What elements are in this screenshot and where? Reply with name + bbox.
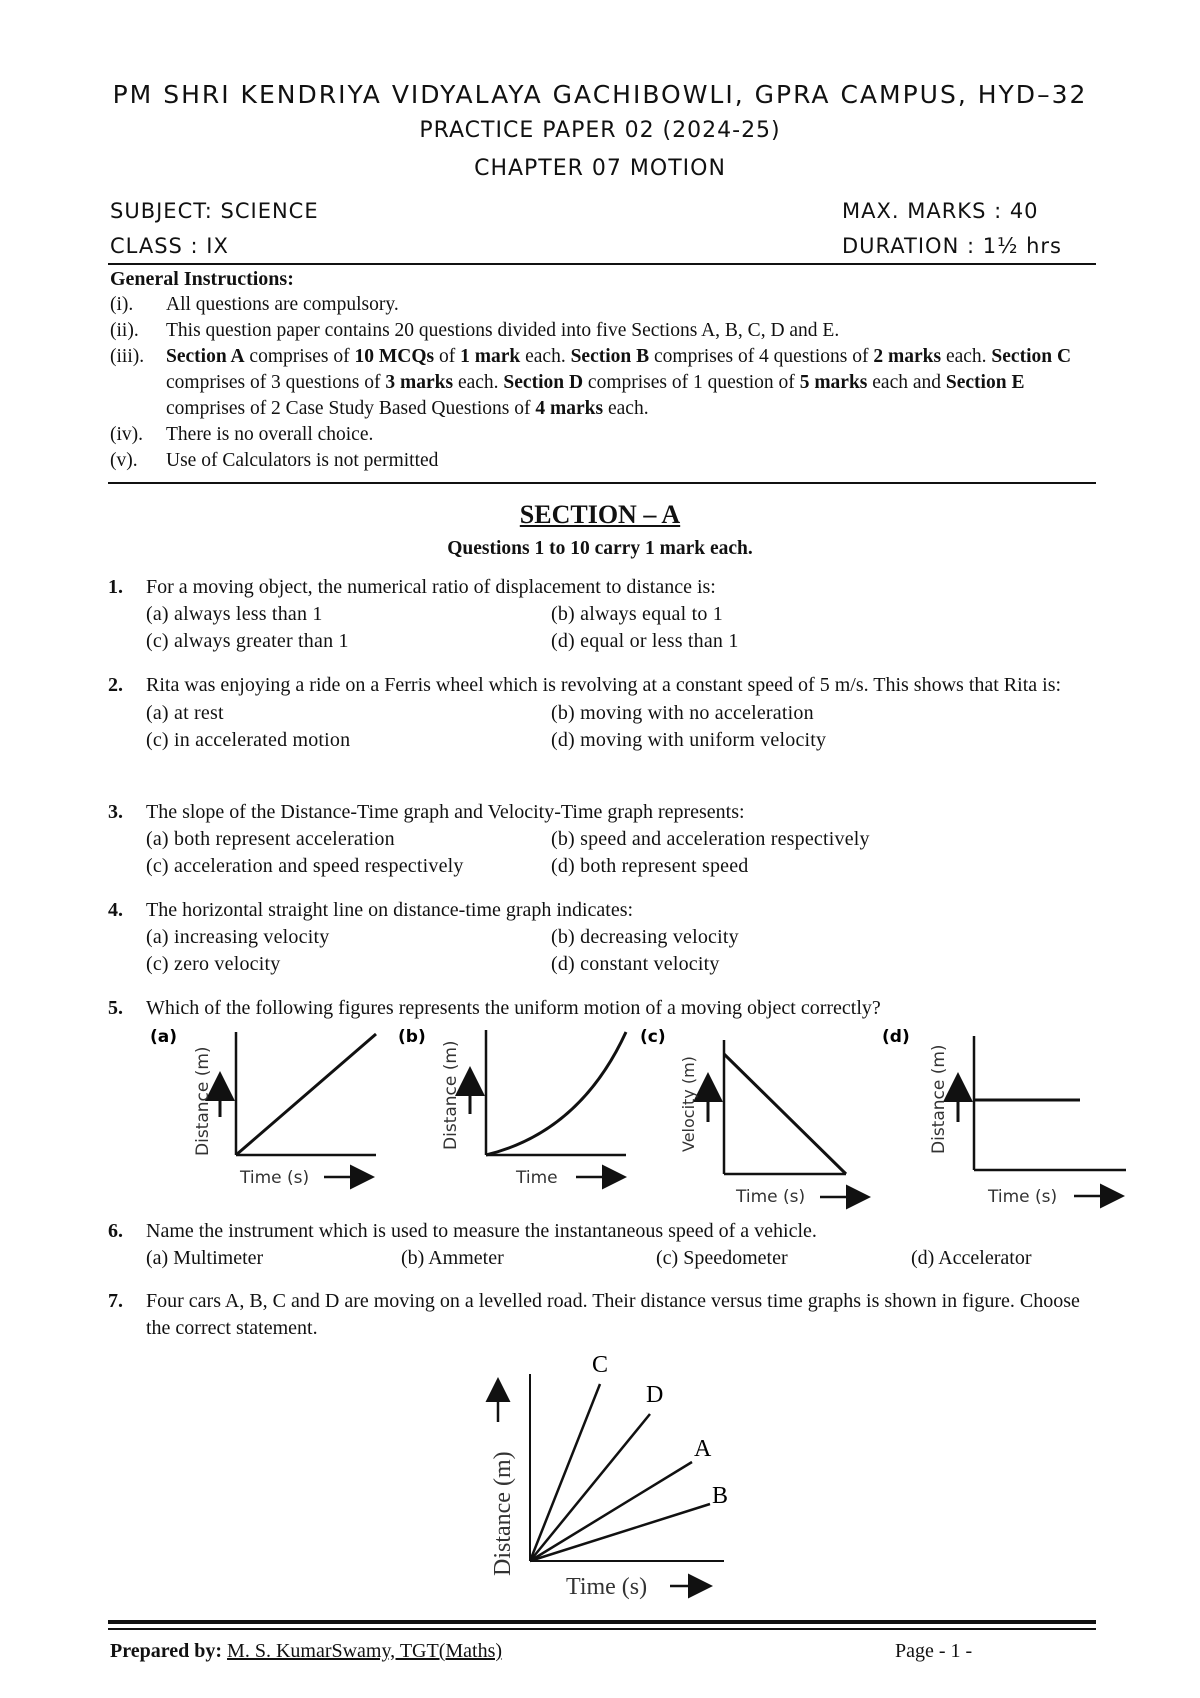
- q5-graph-b-label: (b): [398, 1027, 426, 1047]
- line-label-a: A: [694, 1436, 712, 1462]
- footer-rule: [108, 1620, 1096, 1624]
- header-rule: [108, 263, 1096, 265]
- page-number: Page - 1 -: [895, 1640, 973, 1662]
- q7-graph: [470, 1340, 750, 1600]
- q5-graph-a-label: (a): [150, 1027, 178, 1047]
- author: M. S. KumarSwamy, TGT(Maths): [227, 1640, 503, 1662]
- option-a: (a) at rest: [146, 702, 224, 724]
- q5-graph-c: [640, 1027, 866, 1207]
- option-b: (b) decreasing velocity: [551, 926, 739, 948]
- line-label-d: D: [646, 1382, 664, 1408]
- option-d: (d) constant velocity: [551, 953, 720, 975]
- chapter-title: CHAPTER 07 MOTION: [474, 156, 726, 181]
- option-a: (a) both represent acceleration: [146, 828, 395, 850]
- question-2: 2. Rita was enjoying a ride on a Ferris wheel which is revolving at a constant speed of 5 m/s. This shows that Rita is: (a) at rest (b) moving with no acceleration (c) in accelerated motion (d) moving with uniform velocity: [108, 672, 1098, 754]
- q5-graph-d-xlabel: Time (s): [988, 1187, 1058, 1207]
- option-b: (b) Ammeter: [401, 1247, 504, 1269]
- question-3: 3. The slope of the Distance-Time graph and Velocity-Time graph represents: (a) both represent acceleration (b) speed and acceleration respectively (c) acceleration and speed respectively (d) both represent speed: [108, 799, 1098, 880]
- question-6: 6. Name the instrument which is used to measure the instantaneous speed of a vehicle. (a) Multimeter (b) Ammeter (c) Speedometer (d) Accelerator: [108, 1218, 1098, 1272]
- general-instructions: [110, 266, 1100, 474]
- q7-ylabel: Distance (m): [490, 1451, 516, 1576]
- duration: DURATION : 1½ hrs: [842, 234, 1062, 258]
- subject: SUBJECT: SCIENCE: [110, 199, 319, 223]
- option-c: (c) acceleration and speed respectively: [146, 855, 464, 877]
- q5-graph-b: [398, 1027, 626, 1188]
- instruction-item: (ii). This question paper contains 20 questions divided into five Sections A, B, C, D and E.: [110, 320, 840, 341]
- option-d: (d) moving with uniform velocity: [551, 729, 827, 751]
- option-b: (b) always equal to 1: [551, 603, 723, 625]
- instruction-item: (iv). There is no overall choice.: [110, 424, 374, 445]
- q5-graph-d-ylabel: Distance (m): [929, 1044, 949, 1154]
- q5-graph-c-xlabel: Time (s): [736, 1187, 806, 1207]
- option-a: (a) increasing velocity: [146, 926, 330, 948]
- instruction-item: (v). Use of Calculators is not permitted: [110, 450, 439, 471]
- instructions-rule: [108, 482, 1096, 484]
- q5-graph-a: [150, 1027, 376, 1188]
- option-d: (d) equal or less than 1: [551, 630, 739, 652]
- instruction-item: (i). All questions are compulsory.: [110, 294, 399, 315]
- option-c: (c) Speedometer: [656, 1247, 788, 1269]
- q5-graph-a-ylabel: Distance (m): [193, 1046, 213, 1156]
- option-c: (c) in accelerated motion: [146, 729, 351, 751]
- option-c: (c) zero velocity: [146, 953, 281, 975]
- paper-title: PRACTICE PAPER 02 (2024-25): [419, 118, 781, 143]
- class: CLASS : IX: [110, 234, 229, 258]
- q5-graph-d-label: (d): [882, 1027, 910, 1047]
- q5-graph-a-xlabel: Time (s): [240, 1168, 310, 1188]
- q5-figures: [140, 1022, 1130, 1217]
- option-b: (b) moving with no acceleration: [551, 702, 814, 724]
- option-b: (b) speed and acceleration respectively: [551, 828, 870, 850]
- q5-graph-b-xlabel: Time: [516, 1168, 558, 1188]
- q7-xlabel: Time (s): [566, 1574, 648, 1600]
- section-title: SECTION – A: [519, 500, 681, 529]
- q5-graph-d: [882, 1027, 1126, 1207]
- option-c: (c) always greater than 1: [146, 630, 349, 652]
- option-d: (d) Accelerator: [911, 1247, 1032, 1269]
- option-a: (a) always less than 1: [146, 603, 323, 625]
- option-d: (d) both represent speed: [551, 855, 749, 877]
- question-4: 4. The horizontal straight line on distance-time graph indicates: (a) increasing velocity (b) decreasing velocity (c) zero velocity (d) constant velocity: [108, 897, 1098, 978]
- max-marks: MAX. MARKS : 40: [842, 199, 1039, 223]
- school-name: PM SHRI KENDRIYA VIDYALAYA GACHIBOWLI, GPRA CAMPUS, HYD–32: [112, 80, 1088, 109]
- instructions-title: General Instructions:: [110, 268, 294, 290]
- question-7: 7. Four cars A, B, C and D are moving on a levelled road. Their distance versus time graphs is shown in figure. Choose the correct statement.: [108, 1290, 1080, 1339]
- question-1: 1. For a moving object, the numerical ratio of displacement to distance is: (a) always less than 1 (b) always equal to 1 (c) always greater than 1 (d) equal or less than 1: [108, 574, 1098, 655]
- line-label-b: B: [712, 1483, 729, 1509]
- q5-graph-b-ylabel: Distance (m): [441, 1040, 461, 1150]
- q5-graph-c-label: (c): [640, 1027, 666, 1047]
- line-label-c: C: [592, 1352, 609, 1378]
- question-5: 5. Which of the following figures represents the uniform motion of a moving object correctly?: [108, 997, 881, 1019]
- prepared-by: Prepared by: M. S. KumarSwamy, TGT(Maths): [110, 1640, 503, 1662]
- section-subtitle: Questions 1 to 10 carry 1 mark each.: [447, 538, 753, 559]
- q5-graph-c-ylabel: Velocity (m): [679, 1056, 698, 1152]
- instruction-item: (iii). Section A comprises of 10 MCQs of 1 mark each. Section B comprises of 4 questions of 2 marks each. Section C comprises of 3 questions of 3 marks each. Section D comprises of 1 question of 5 marks each and Section E comprises of 2 Case Study Based Questions of 4 marks each.: [110, 346, 1072, 419]
- footer-rule-thin: [108, 1628, 1096, 1630]
- option-a: (a) Multimeter: [146, 1247, 264, 1269]
